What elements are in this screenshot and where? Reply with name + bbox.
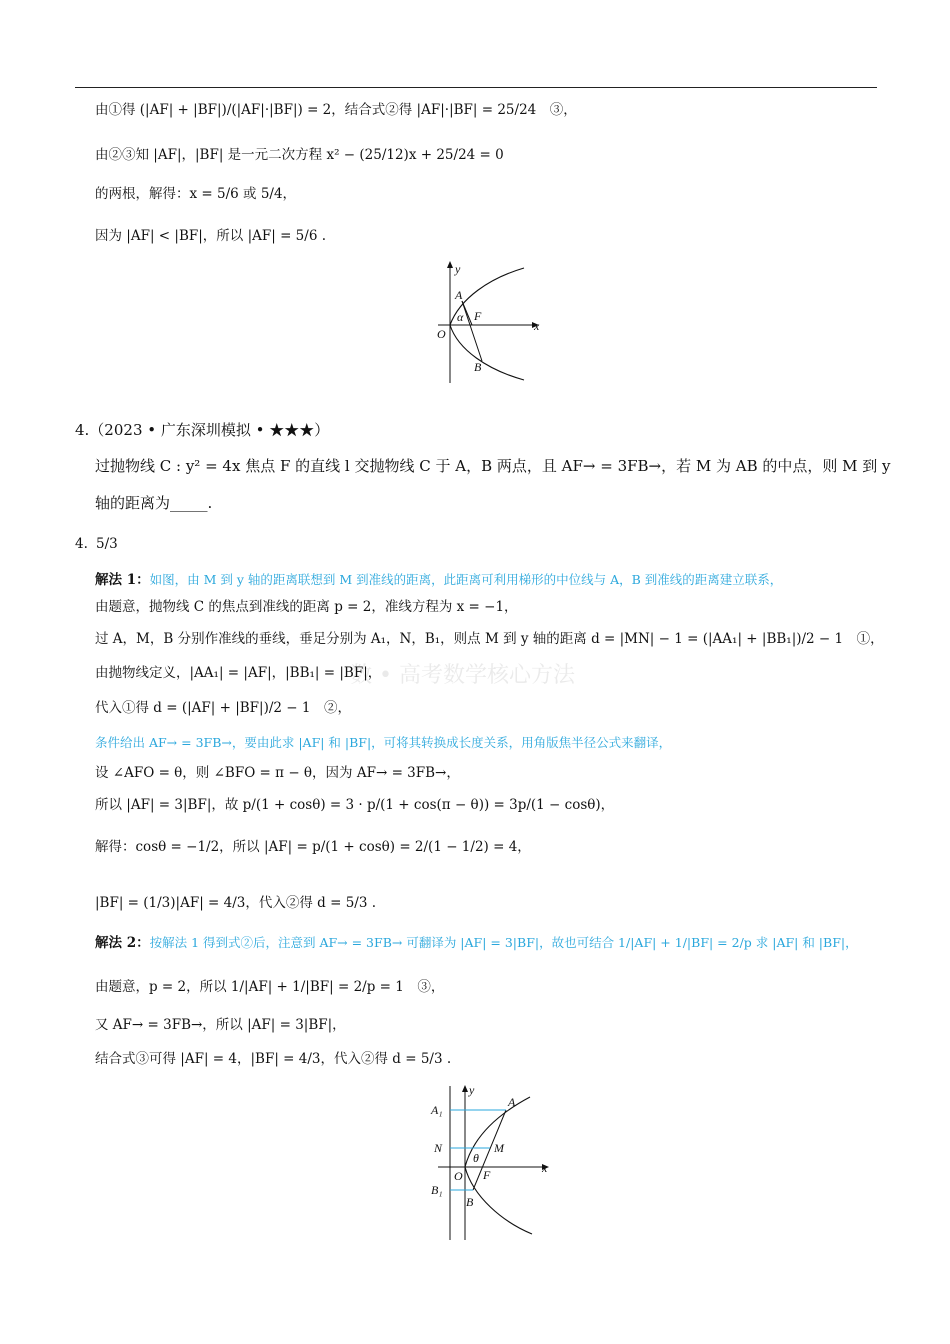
segment-AF — [462, 301, 472, 325]
solution-line: 解得：cosθ = −1/2，所以 |AF| = p/(1 + cosθ) = 2/(1 − 1/2) = 4， — [95, 839, 531, 855]
label-x: x — [534, 319, 540, 333]
hint-line: 条件给出 AF→ = 3FB→，要由此求 |AF| 和 |BF|，可将其转换成长度关系，用角版焦半径公式来翻译， — [95, 735, 672, 750]
solution-line: 结合式③可得 |AF| = 4，|BF| = 4/3，代入②得 d = 5/3 . — [95, 1051, 452, 1067]
problem-text-2: 轴的距离为_____. — [95, 494, 213, 512]
text-line: 由①得 (|AF| + |BF|)/(|AF|·|BF|) = 2，结合式②得 |AF|·|BF| = 25/24 ③， — [95, 102, 577, 118]
label-theta: θ — [473, 1151, 479, 1165]
label-O: O — [437, 327, 446, 341]
label-y: y — [469, 1083, 475, 1097]
solution-line — [95, 933, 858, 953]
problem-text-1: 过抛物线 C : y² = 4x 焦点 F 的直线 l 交抛物线 C 于 A，B 两点，且 AF→ = 3FB→，若 M 为 AB 的中点，则 M 到 y — [95, 457, 891, 475]
label-O: O — [454, 1169, 463, 1183]
label-M: M — [494, 1141, 504, 1155]
label-N: N — [434, 1141, 443, 1155]
solution-line: 由题意，抛物线 C 的焦点到准线的距离 p = 2，准线方程为 x = −1， — [95, 599, 518, 615]
method-label: 解法 2： — [95, 935, 150, 951]
text-line: 因为 |AF| < |BF|，所以 |AF| = 5/6 . — [95, 228, 326, 244]
label-x: x — [542, 1161, 548, 1175]
label-B1: B₁ — [431, 1183, 443, 1197]
solution-line: 由抛物线定义，|AA₁| = |AF|，|BB₁| = |BF|， — [95, 665, 382, 681]
parabola-curve — [465, 1097, 532, 1234]
watermark: 数 • 高考数学核心方法 — [350, 663, 575, 688]
label-F: F — [474, 309, 482, 323]
solution-line: 设 ∠AFO = θ，则 ∠BFO = π − θ，因为 AF→ = 3FB→， — [95, 765, 460, 781]
header-rule — [75, 87, 877, 88]
answer-value: 5/3 — [96, 536, 118, 552]
problem-header: 4.（2023 • 广东深圳模拟 • ★★★） — [75, 421, 330, 439]
solution-line: 代入①得 d = (|AF| + |BF|)/2 − 1 ②， — [95, 700, 351, 716]
y-arrow — [447, 261, 453, 268]
solution-line — [95, 570, 782, 590]
label-B: B — [474, 360, 482, 374]
solution-line: |BF| = (1/3)|AF| = 4/3，代入②得 d = 5/3 . — [95, 895, 377, 911]
label-A1: A₁ — [431, 1103, 443, 1117]
label-alpha: α — [457, 310, 464, 324]
label-A: A — [508, 1095, 516, 1109]
solution-line: 又 AF→ = 3FB→，所以 |AF| = 3|BF|， — [95, 1017, 346, 1033]
hint-text: 按解法 1 得到式②后，注意到 AF→ = 3FB→ 可翻译为 |AF| = 3|BF|，故也可结合 1/|AF| + 1/|BF| = 2/p 求 |AF| 和 |BF|， — [149, 935, 858, 950]
solution-line: 所以 |AF| = 3|BF|，故 p/(1 + cosθ) = 3 · p/(1 + cos(π − θ)) = 3p/(1 − cosθ)， — [95, 797, 615, 813]
hint-text: 如图，由 M 到 y 轴的距离联想到 M 到准线的距离，此距离可利用梯形的中位线与 A，B 到准线的距离建立联系， — [149, 572, 783, 587]
answer-prefix: 4. — [75, 536, 88, 552]
figure-parabola-1 — [420, 258, 550, 388]
solution-line: 由题意，p = 2，所以 1/|AF| + 1/|BF| = 2/p = 1 ③， — [95, 979, 445, 995]
figure-parabola-2 — [428, 1082, 558, 1242]
label-A: A — [455, 288, 463, 302]
parabola-curve — [450, 268, 524, 380]
y-arrow — [462, 1085, 468, 1092]
text-line: 由②③知 |AF|，|BF| 是一元二次方程 x² − (25/12)x + 25/24 = 0 — [95, 147, 504, 163]
solution-line: 过 A，M，B 分别作准线的垂线，垂足分别为 A₁，N，B₁，则点 M 到 y 轴的距离 d = |MN| − 1 = (|AA₁| + |BB₁|)/2 − 1 ①， — [95, 631, 884, 647]
label-y: y — [455, 262, 461, 276]
method-label: 解法 1： — [95, 572, 150, 588]
label-F: F — [483, 1168, 491, 1182]
text-line: 的两根，解得：x = 5/6 或 5/4， — [95, 186, 297, 202]
label-B: B — [466, 1195, 474, 1209]
